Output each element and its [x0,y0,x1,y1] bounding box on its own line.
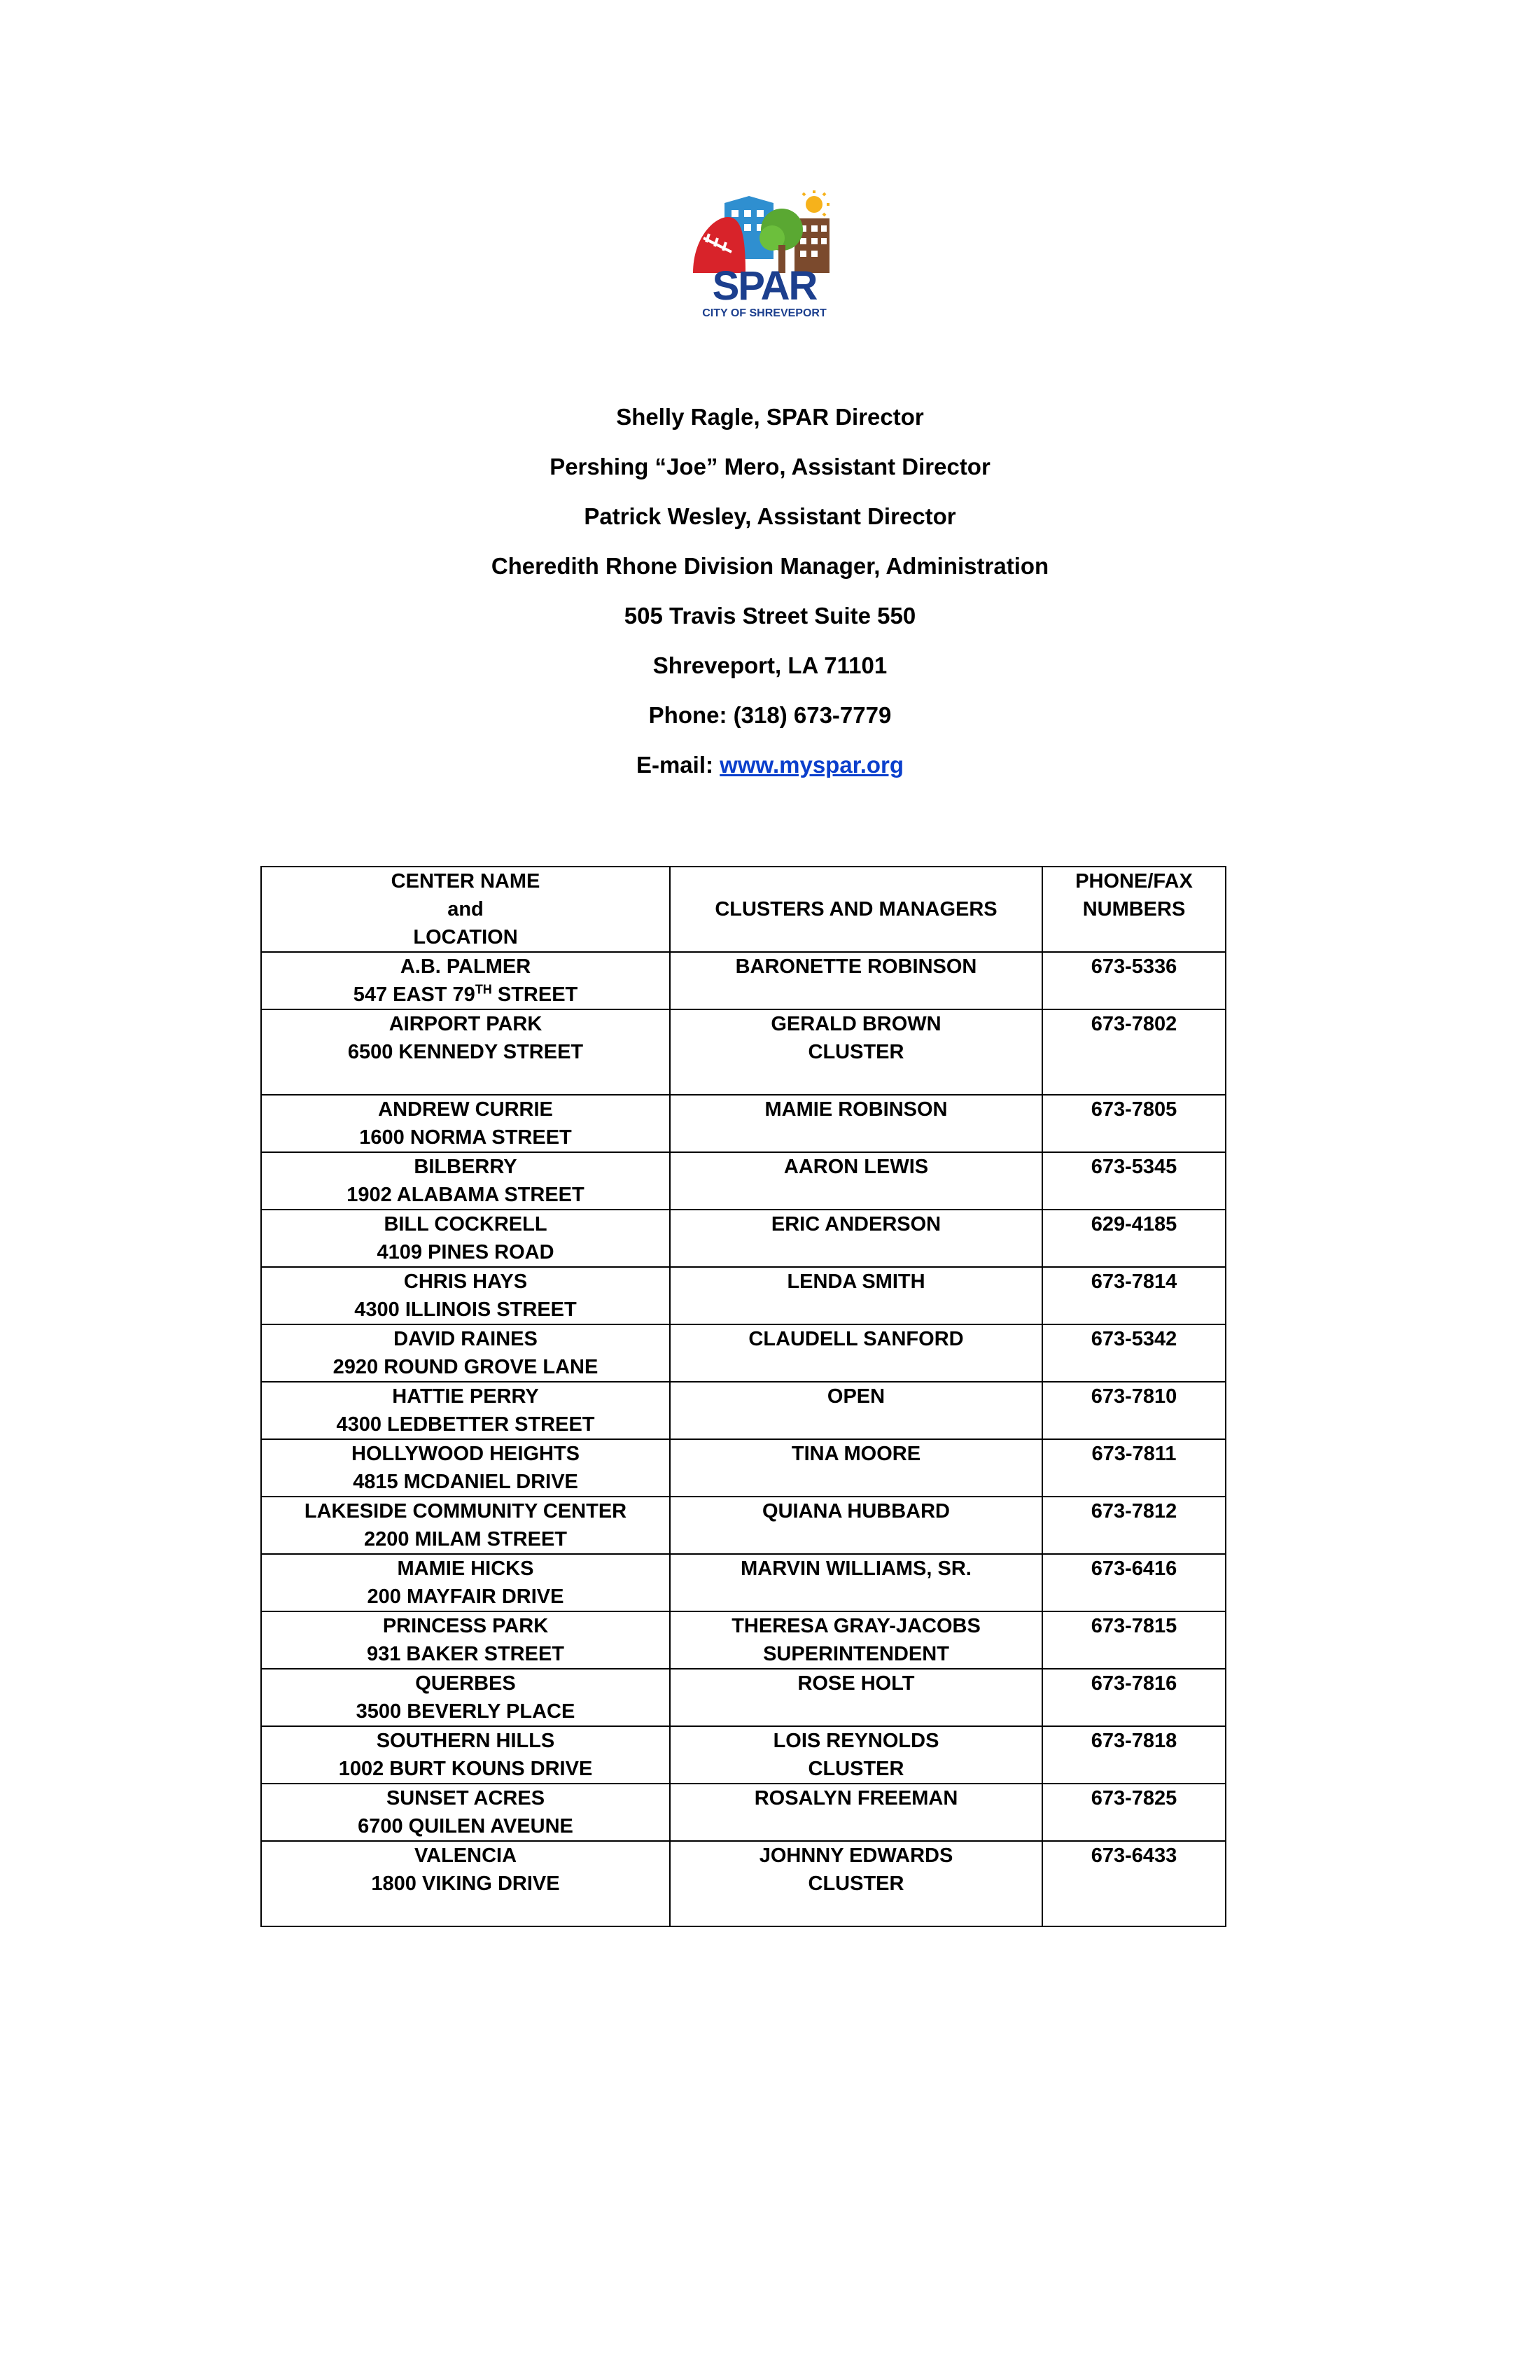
header-phone-fax: PHONE/FAX NUMBERS [1042,867,1226,952]
center-name: BILL COCKRELL [384,1213,547,1236]
manager-cell [670,1152,1042,1210]
manager-name: LENDA SMITH [787,1270,925,1293]
center-address: 4815 MCDANIEL DRIVE [353,1471,578,1493]
manager-cell [670,1210,1042,1267]
table-row [261,1439,1226,1497]
spar-logo-graphic [690,189,840,322]
table-row [261,1669,1226,1726]
manager-cell [670,1841,1042,1926]
phone-number: 673-7818 [1042,1726,1226,1784]
center-cell [261,1324,670,1382]
manager-cell [670,1382,1042,1439]
center-address: 6700 QUILEN AVEUNE [358,1815,573,1837]
phone-number: 673-7815 [1042,1611,1226,1669]
phone-number: 673-5342 [1042,1324,1226,1382]
center-address: 3500 BEVERLY PLACE [356,1700,575,1723]
center-address: 200 MAYFAIR DRIVE [367,1586,564,1608]
center-cell [261,1841,670,1926]
center-address: 2920 ROUND GROVE LANE [332,1356,598,1378]
center-cell [261,1095,670,1152]
center-address: 4300 ILLINOIS STREET [354,1298,577,1321]
center-name: BILBERRY [414,1156,517,1178]
phone-line: Phone: (318) 673-7779 [648,702,892,728]
table-row [261,1210,1226,1267]
manager-cell [670,1554,1042,1611]
centers-table [260,866,1226,1927]
center-address: 547 EAST 79TH STREET [353,982,578,1006]
phone-number: 673-7802 [1042,1009,1226,1095]
table-row [261,1267,1226,1324]
phone-number: 673-6433 [1042,1841,1226,1926]
manager-name: QUIANA HUBBARD [762,1500,950,1522]
phone-number: 673-7811 [1042,1439,1226,1497]
phone-number: 673-5345 [1042,1152,1226,1210]
center-name: SOUTHERN HILLS [376,1730,555,1752]
manager-name: MARVIN WILLIAMS, SR. [741,1558,972,1580]
manager-cell [670,1726,1042,1784]
center-address: 1800 VIKING DRIVE [371,1872,560,1895]
manager-name: ROSE HOLT [797,1672,915,1695]
manager-cell [670,1324,1042,1382]
website-link[interactable]: www.myspar.org [720,752,904,778]
center-name: AIRPORT PARK [388,1013,542,1035]
center-cell [261,1497,670,1554]
manager-name: LOIS REYNOLDS [773,1730,939,1752]
center-address: 931 BAKER STREET [366,1643,564,1665]
manager-name: GERALD BROWN [771,1013,941,1035]
center-name: ANDREW CURRIE [378,1098,553,1121]
center-name: DAVID RAINES [393,1328,538,1350]
table-row [261,952,1226,1009]
center-cell [261,952,670,1009]
manager-role: SUPERINTENDENT [763,1643,949,1665]
center-address: 6500 KENNEDY STREET [347,1041,584,1063]
table-row [261,1497,1226,1554]
center-cell [261,1726,670,1784]
center-cell [261,1210,670,1267]
phone-number: 629-4185 [1042,1210,1226,1267]
logo-tagline: CITY OF SHREVEPORT [702,307,827,319]
table-row [261,1841,1226,1926]
table-row [261,1784,1226,1841]
center-name: HOLLYWOOD HEIGHTS [351,1443,580,1465]
center-name: PRINCESS PARK [382,1615,549,1637]
table-row [261,1095,1226,1152]
manager-name: AARON LEWIS [783,1156,929,1178]
manager-cell [670,1497,1042,1554]
center-name: VALENCIA [414,1844,517,1867]
center-cell [261,1382,670,1439]
manager-name: ROSALYN FREEMAN [754,1787,958,1809]
street-address-line: 505 Travis Street Suite 550 [624,603,916,629]
table-header-row [261,867,1226,952]
manager-name: THERESA GRAY-JACOBS [732,1615,981,1637]
center-name: HATTIE PERRY [392,1385,539,1408]
manager-name: JOHNNY EDWARDS [759,1844,953,1867]
assistant-director-line-2: Patrick Wesley, Assistant Director [584,503,956,529]
center-address: 1902 ALABAMA STREET [346,1184,584,1206]
phone-number: 673-7825 [1042,1784,1226,1841]
manager-name: TINA MOORE [791,1443,921,1465]
center-cell [261,1669,670,1726]
director-line: Shelly Ragle, SPAR Director [616,404,924,430]
table-row [261,1324,1226,1382]
table-row [261,1611,1226,1669]
manager-cell [670,1669,1042,1726]
logo-wordmark: SPAR [712,263,817,309]
center-cell [261,1009,670,1095]
manager-role: CLUSTER [808,1872,904,1895]
center-address: 1002 BURT KOUNS DRIVE [338,1758,593,1780]
table-row [261,1009,1226,1095]
center-cell [261,1267,670,1324]
email-label: E-mail: [636,752,713,778]
phone-number: 673-5336 [1042,952,1226,1009]
phone-number: 673-7816 [1042,1669,1226,1726]
manager-cell [670,1095,1042,1152]
center-name: QUERBES [415,1672,516,1695]
center-address: 4109 PINES ROAD [377,1241,554,1264]
center-cell [261,1784,670,1841]
city-state-line: Shreveport, LA 71101 [652,652,888,678]
center-name: A.B. PALMER [400,955,531,978]
manager-name: CLAUDELL SANFORD [748,1328,964,1350]
center-name: MAMIE HICKS [397,1558,534,1580]
manager-name: ERIC ANDERSON [771,1213,941,1236]
center-address: 1600 NORMA STREET [359,1126,572,1149]
manager-cell [670,1009,1042,1095]
center-address: 4300 LEDBETTER STREET [336,1413,595,1436]
contact-header [0,392,1540,790]
manager-cell [670,952,1042,1009]
center-cell [261,1554,670,1611]
assistant-director-line-1: Pershing “Joe” Mero, Assistant Director [550,454,990,479]
table-row [261,1726,1226,1784]
phone-number: 673-7805 [1042,1095,1226,1152]
manager-cell [670,1611,1042,1669]
phone-number: 673-7812 [1042,1497,1226,1554]
center-cell [261,1611,670,1669]
center-name: SUNSET ACRES [386,1787,545,1809]
table-row [261,1554,1226,1611]
center-cell [261,1152,670,1210]
phone-number: 673-6416 [1042,1554,1226,1611]
manager-role: CLUSTER [808,1758,904,1780]
center-name: LAKESIDE COMMUNITY CENTER [304,1500,627,1522]
center-address: 2200 MILAM STREET [363,1528,568,1550]
manager-cell [670,1439,1042,1497]
manager-cell [670,1784,1042,1841]
header-clusters-managers: CLUSTERS AND MANAGERS [670,867,1042,952]
table-row [261,1382,1226,1439]
header-center-name: CENTER NAME and LOCATION [261,867,670,952]
center-cell [261,1439,670,1497]
division-manager-line: Cheredith Rhone Division Manager, Administration [491,553,1049,579]
manager-name: OPEN [827,1385,886,1408]
manager-role: CLUSTER [808,1041,904,1063]
manager-name: BARONETTE ROBINSON [735,955,977,978]
spar-logo [690,189,840,322]
center-name: CHRIS HAYS [403,1270,528,1293]
manager-cell [670,1267,1042,1324]
email-line [0,740,1540,790]
phone-number: 673-7814 [1042,1267,1226,1324]
table-row [261,1152,1226,1210]
phone-number: 673-7810 [1042,1382,1226,1439]
manager-name: MAMIE ROBINSON [764,1098,948,1121]
